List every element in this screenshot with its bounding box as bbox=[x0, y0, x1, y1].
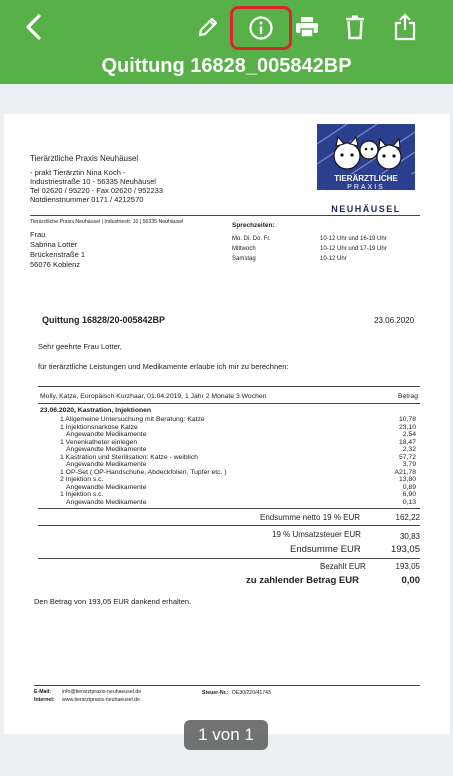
total-label: Endsumme EUR bbox=[290, 544, 361, 555]
vat-label: 19 % Umsatzsteuer EUR bbox=[272, 530, 361, 539]
edit-button[interactable] bbox=[188, 8, 228, 46]
net-value: 162,22 bbox=[395, 513, 420, 522]
chevron-left-icon bbox=[24, 14, 44, 40]
line-amount: 10,78 bbox=[398, 416, 416, 423]
hours-days: Mittwoch bbox=[232, 246, 256, 252]
logo-town: NEUHÄUSEL bbox=[331, 204, 401, 214]
line-item: 1 Kastration und Sterilisation: Katze - weiblich bbox=[60, 453, 198, 461]
line-amount: 3,79 bbox=[402, 461, 416, 468]
hours-days: Samstag bbox=[232, 256, 256, 262]
back-button[interactable] bbox=[14, 8, 54, 46]
hours-days: Mo. Di. Do. Fr. bbox=[232, 236, 271, 242]
line-item: 1 Injektionsnarkose Katze bbox=[60, 423, 138, 431]
address-line: Frau bbox=[30, 230, 46, 239]
hours-time: 10-12 Uhr und 16-19 Uhr bbox=[320, 236, 387, 242]
hours-time: 10-12 Uhr und 17-19 Uhr bbox=[320, 246, 387, 252]
line-item: Angewandte Medikamente bbox=[66, 461, 147, 468]
line-amount: 23,10 bbox=[398, 423, 416, 431]
line-item: Angewandte Medikamente bbox=[66, 498, 147, 506]
practice-line: Industriestraße 10 - 56335 Neuhäusel bbox=[30, 177, 156, 186]
print-button[interactable] bbox=[287, 8, 327, 46]
address-line: Sabrina Lotter bbox=[30, 240, 78, 249]
receipt-title: Quittung 16828/20-005842BP bbox=[42, 315, 166, 325]
divider bbox=[38, 386, 420, 387]
line-amount: A21,78 bbox=[394, 468, 416, 476]
share-button[interactable] bbox=[385, 8, 425, 46]
logo-text: PRAXIS bbox=[347, 184, 385, 191]
pencil-icon bbox=[196, 15, 220, 39]
footer-email: info@tierarztpraxis-neuhaeusel.de bbox=[62, 689, 142, 695]
line-item: Angewandte Medikamente bbox=[66, 483, 147, 491]
line-amount: 0,13 bbox=[402, 498, 416, 506]
footer-tax-label: Steuer-Nr.: bbox=[202, 690, 229, 696]
line-amount: 0,89 bbox=[402, 483, 416, 491]
practice-name: Tierärztliche Praxis Neuhäusel bbox=[30, 154, 139, 163]
paid-value: 193,05 bbox=[395, 562, 420, 571]
line-item: 2 Injektion s.c. bbox=[60, 476, 104, 483]
line-amount: 2,32 bbox=[402, 446, 416, 453]
footer-tax: DE30/220/41743 bbox=[232, 690, 271, 696]
trash-icon bbox=[344, 14, 366, 40]
divider bbox=[38, 508, 420, 509]
amount-header: Betrag bbox=[397, 393, 418, 400]
line-item: 1 OP-Set ( OP-Handschuhe, Abdeckfolien, Tupfer etc. ) bbox=[60, 468, 227, 476]
line-amount: 57,72 bbox=[398, 453, 416, 461]
practice-line: Notdienstnummer 0171 / 4212570 bbox=[30, 195, 144, 204]
practice-logo bbox=[317, 124, 415, 204]
divider bbox=[38, 403, 420, 404]
line-item: Angewandte Medikamente bbox=[66, 431, 147, 438]
practice-line: Tel 02620 / 95220 - Fax 02620 / 952233 bbox=[30, 186, 164, 195]
footer-web-label: Internet: bbox=[34, 697, 55, 703]
receipt-document bbox=[4, 114, 450, 734]
line-amount: 6,90 bbox=[402, 491, 416, 498]
hours-time: 10-12 Uhr bbox=[320, 256, 347, 262]
divider bbox=[38, 525, 420, 526]
info-icon bbox=[248, 15, 274, 41]
hours-title: Sprechzeiten: bbox=[232, 222, 275, 229]
delete-button[interactable] bbox=[335, 8, 375, 46]
page-indicator: 1 von 1 bbox=[184, 720, 268, 750]
intro-text: für tierärztliche Leistungen und Medikamente erlaube ich mir zu berechnen: bbox=[38, 362, 289, 371]
vat-value: 30,83 bbox=[399, 532, 420, 541]
line-amount: 13,80 bbox=[398, 476, 416, 483]
patient-line: Molly, Katze, Europäisch Kurzhaar, 01.04.2019, 1 Jahr 2 Monate 3 Wochen bbox=[40, 393, 267, 400]
paid-label: Bezahlt EUR bbox=[320, 562, 366, 571]
due-label: zu zahlender Betrag EUR bbox=[246, 575, 359, 586]
info-button[interactable] bbox=[230, 6, 292, 50]
line-item: 1 Venenkatheter einlegen bbox=[60, 438, 138, 446]
share-icon bbox=[393, 13, 417, 41]
treatment-head: 23.06.2020, Kastration, Injektionen bbox=[40, 407, 152, 414]
thanks-text: Den Betrag von 193,05 EUR dankend erhalten. bbox=[34, 597, 192, 606]
line-item: 1 Allgemeine Untersuchung mit Beratung: Katze bbox=[60, 416, 205, 423]
line-amount: 2,54 bbox=[402, 431, 416, 438]
footer-web: www.tierarztpraxis-neuhaeusel.de bbox=[62, 697, 140, 703]
footer-email-label: E-Mail: bbox=[34, 689, 52, 695]
toolbar bbox=[0, 0, 453, 52]
net-label: Endsumme netto 19 % EUR bbox=[260, 513, 361, 522]
line-amount: 18,47 bbox=[398, 438, 416, 446]
line-item: 1 Injektion s.c. bbox=[60, 491, 104, 498]
divider bbox=[38, 558, 420, 559]
greeting: Sehr geehrte Frau Lotter, bbox=[38, 342, 122, 351]
line-item: Angewandte Medikamente bbox=[66, 446, 147, 453]
address-line: 56076 Koblenz bbox=[30, 260, 81, 269]
receipt-date: 23.06.2020 bbox=[374, 316, 415, 325]
due-value: 0,00 bbox=[401, 575, 420, 586]
divider bbox=[30, 215, 420, 216]
page-title: Quittung 16828_005842BP bbox=[101, 55, 352, 77]
printer-icon bbox=[294, 15, 320, 39]
sender-line: Tierärztliche Praxis Neuhäusel | Industriestr. 10 | 56335 Neuhäusel bbox=[30, 219, 184, 225]
divider bbox=[34, 685, 420, 686]
practice-line: - prakt Tierärztin Nina Koch - bbox=[30, 168, 126, 177]
total-value: 193,05 bbox=[390, 544, 420, 555]
address-line: Brückenstraße 1 bbox=[30, 250, 86, 259]
logo-text: TIERÄRZTLICHE bbox=[334, 174, 398, 183]
